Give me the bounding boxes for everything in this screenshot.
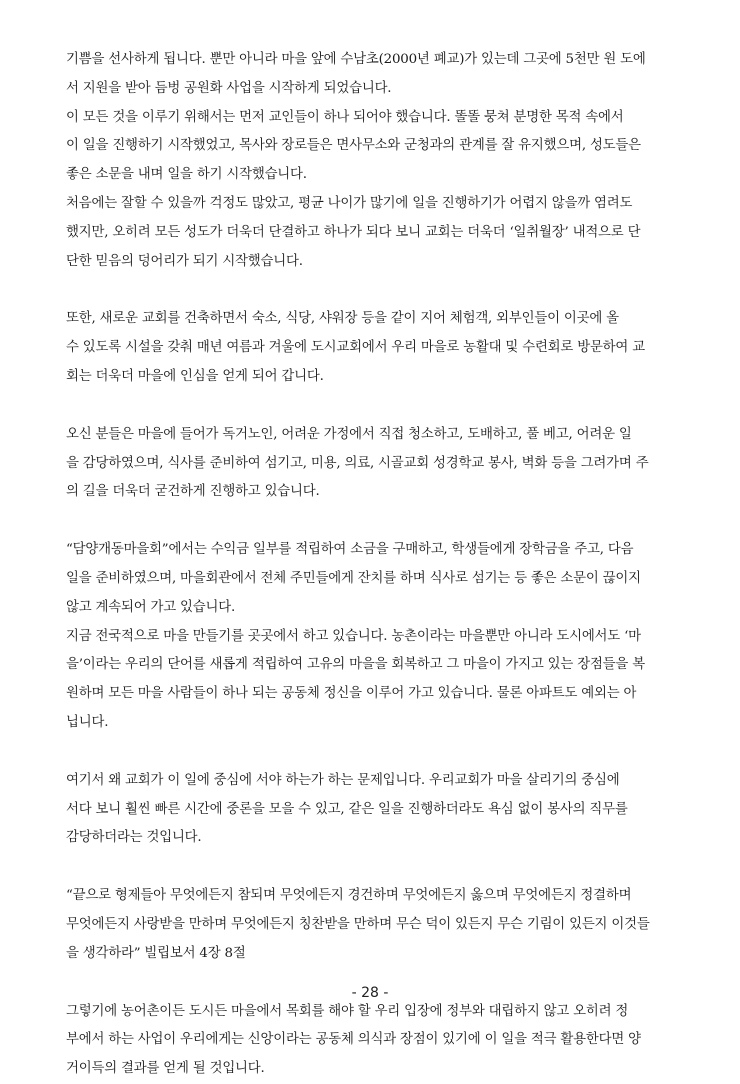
text-line: 했지만, 오히려 모든 성도가 더욱더 단결하고 하나가 되다 보니 교회는 더욱더 ‘일취월장’ 내적으로 단 [66,224,641,240]
text-line: 부에서 하는 사업이 우리에게는 신앙이라는 공동체 의식과 장점이 있기에 이 일을 적극 활용한다면 양 [66,1032,641,1048]
text-line: “끝으로 형제들아 무엇에든지 참되며 무엇에든지 경건하며 무엇에든지 옳으며 무엇에든지 정결하며 [66,888,632,904]
text-line: 이 모든 것을 이루기 위해서는 먼저 교인들이 하나 되어야 했습니다. 똘똘 뭉쳐 분명한 목적 속에서 [66,109,624,125]
text-line: 이 일을 진행하기 시작했었고, 목사와 장로들은 면사무소와 군청과의 관계를 잘 유지했으며, 성도들은 [66,138,641,154]
text-line: 단한 믿음의 덩어리가 되기 시작했습니다. [66,253,303,269]
text-line: 일을 준비하였으며, 마을회관에서 전체 주민들에게 잔치를 하며 식사로 섬기는 등 좋은 소문이 끊이지 [66,570,641,586]
text-line: 지금 전국적으로 마을 만들기를 곳곳에서 하고 있습니다. 농촌이라는 마을뿐만 아니라 도시에서도 ‘마 [66,628,641,644]
text-line: 을’이라는 우리의 단어를 새롭게 적립하여 고유의 마을을 회복하고 그 마을이 가지고 있는 장점들을 복 [66,657,645,673]
text-line: 원하며 모든 마을 사람들이 하나 되는 공동체 정신을 이루어 가고 있습니다. 물론 아파트도 예외는 아 [66,686,637,702]
paragraph [66,623,684,738]
paragraph [66,421,684,507]
text-line: 의 길을 더욱더 굳건하게 진행하고 있습니다. [66,484,320,500]
text-line: 좋은 소문을 내며 일을 하기 시작했습니다. [66,167,307,183]
paragraph [66,46,684,104]
paragraph [66,767,684,853]
text-line: 그렇기에 농어촌이든 도시든 마을에서 목회를 해야 할 우리 입장에 정부와 대립하지 않고 오히려 정 [66,1003,629,1019]
text-line: 거이득의 결과를 얻게 될 것입니다. [66,1061,265,1077]
text-line: 수 있도록 시설을 갖춰 매년 여름과 겨울에 도시교회에서 우리 마을로 농활대 및 수련회로 방문하여 교 [66,340,645,356]
body-text [66,46,684,1084]
page-number: - 28 - [351,985,389,1001]
text-line: 오신 분들은 마을에 들어가 독거노인, 어려운 가정에서 직접 청소하고, 도배하고, 풀 베고, 어려운 일 [66,426,632,442]
paragraph [66,190,684,276]
text-line: 서 지원을 받아 듬벙 공원화 사업을 시작하게 되었습니다. [66,80,392,96]
text-line: 닙니다. [66,714,109,730]
text-line: 을 감당하였으며, 식사를 준비하여 섬기고, 미용, 의료, 시골교회 성경학교 봉사, 벽화 등을 그려가며 주 [66,455,649,471]
paragraph [66,104,684,190]
text-line: 서다 보니 훨씬 빠른 시간에 중론을 모을 수 있고, 같은 일을 진행하더라도 욕심 없이 봉사의 직무를 [66,801,628,817]
text-line: 처음에는 잘할 수 있을까 걱정도 많았고, 평균 나이가 많기에 일을 진행하기가 어렵지 않을까 염려도 [66,195,633,211]
text-line: 기쁨을 선사하게 됩니다. 뿐만 아니라 마을 앞에 수남초(2000년 폐교)가 있는데 그곳에 5천만 원 도에 [66,52,646,67]
text-line: 감당하더라는 것입니다. [66,830,202,846]
paragraph [66,998,684,1084]
paragraph [66,305,684,391]
text-line: 여기서 왜 교회가 이 일에 중심에 서야 하는가 하는 문제입니다. 우리교회가 마을 살리기의 중심에 [66,772,620,788]
text-line: “담양개동마을회”에서는 수익금 일부를 적립하여 소금을 구매하고, 학생들에게 장학금을 주고, 다음 [66,542,634,558]
text-line: 않고 계속되어 가고 있습니다. [66,599,236,615]
text-line: 회는 더욱더 마을에 인심을 얻게 되어 갑니다. [66,368,324,384]
text-line: 또한, 새로운 교회를 건축하면서 숙소, 식당, 샤워장 등을 같이 지어 체험객, 외부인들이 이곳에 올 [66,311,619,327]
text-line: 무엇에든지 사랑받을 만하며 무엇에든지 칭찬받을 만하며 무슨 덕이 있든지 무슨 기림이 있든지 이것들 [66,916,650,932]
text-line: 을 생각하라” 빌립보서 4장 8절 [66,945,246,961]
paragraph [66,882,684,968]
paragraph [66,536,684,622]
